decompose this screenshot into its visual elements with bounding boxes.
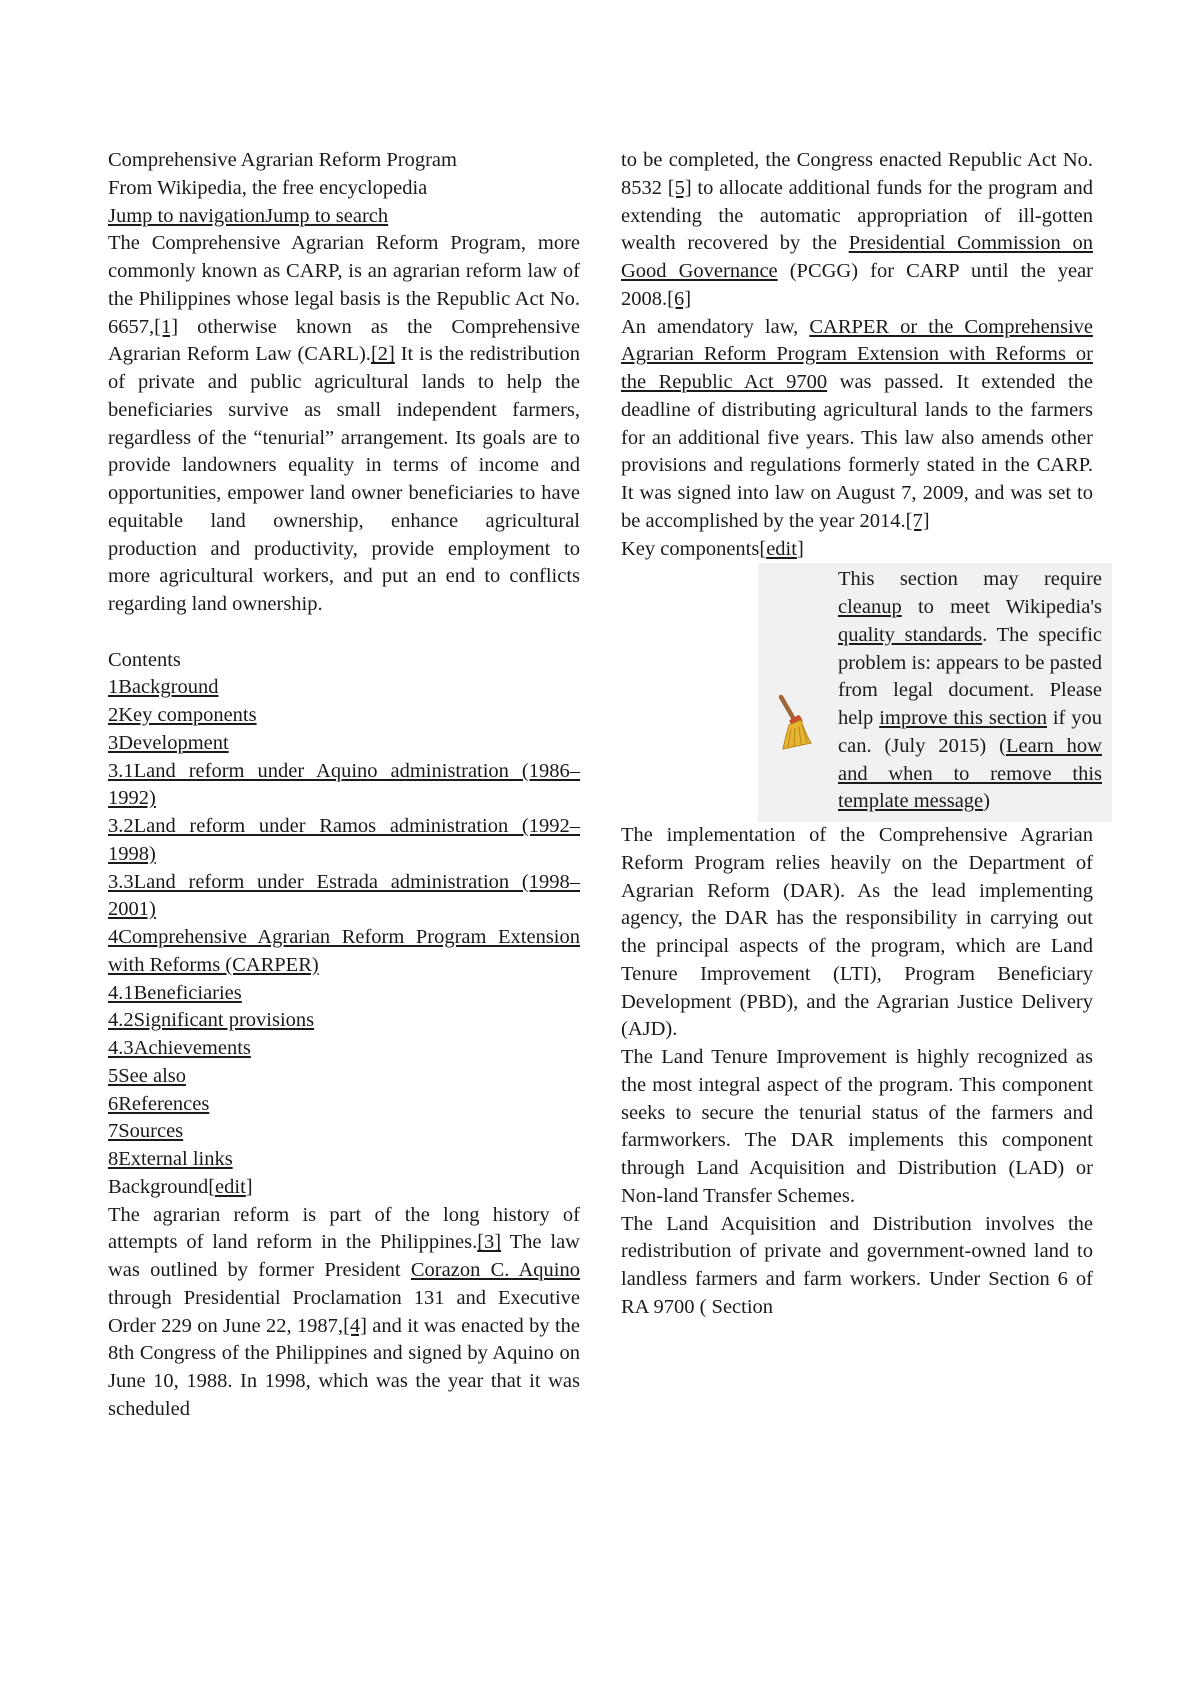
right-column [621,147,1102,1322]
text-run: and it was enacted by the 8th Congress of the Philippines and signed by Aquino on June 10, 1988. In 1998, which was the year that it was scheduled [108,1314,580,1420]
intro-paragraph [108,230,580,619]
inline-link[interactable]: [7] [905,509,930,532]
inline-link[interactable]: [4] [343,1314,367,1337]
background-paragraph-continued [621,147,1093,314]
toc-item-development[interactable]: 3Development [108,731,229,754]
section-heading-key-components: Key components[edit] [621,537,804,560]
toc-item-aquino-administration[interactable]: 3.1Land reform under Aquino administration (1986–1992) [108,759,580,810]
inline-link[interactable]: [2] [370,343,395,366]
cleanup-notice-text [838,566,1102,816]
text-run: . The specific problem is: appears to be pasted from legal document. Please help [838,623,1102,729]
text-run: to allocate additional funds for the program and extending the automatic appropriation of ill-gotten wealth recovered by the [621,176,1093,255]
section-heading-background: Background[edit] [108,1175,253,1198]
cleanup-notice-box [758,563,1112,822]
text-run: The law was outlined by former President [108,1231,580,1281]
inline-link[interactable]: [3] [477,1231,502,1254]
toc-item-estrada-administration[interactable]: 3.3Land reform under Estrada administration (1998–2001) [108,870,580,921]
jump-to-search-link[interactable]: Jump to search [265,204,389,227]
page-title: Comprehensive Agrarian Reform Program [108,149,457,171]
text-run: It is the redistribution of private and public agricultural lands to help the beneficiaries survive as small independent farmers, regardless of the “tenurial” arrangement. Its goals are to provide landowners equality in terms of income and opportunities, empower land owner beneficiaries to have equitable land ownership, enhance agricultural production and productivity, provide employment to more agricultural workers, and put an end to conflicts regarding land ownership. [108,343,580,615]
left-column [108,147,580,1424]
background-paragraph [108,1202,580,1424]
toc-item-significant-provisions[interactable]: 4.2Significant provisions [108,1009,315,1032]
section-heading-text: Key components [621,537,760,560]
inline-link[interactable]: [1] [154,315,179,338]
text-run: otherwise known as the Comprehensive Agrarian Reform Law (CARL). [108,315,580,366]
text-run: (PCGG) for CARP until the year 2008. [621,260,1093,310]
text-run: if you can. (July 2015) ( [838,707,1102,757]
text-run: to be completed, the Congress enacted Republic Act No. 8532 [621,149,1093,199]
text-run: through Presidential Proclamation 131 and Executive Order 229 on June 22, 1987, [108,1286,580,1337]
inline-link[interactable]: cleanup [838,596,902,618]
inline-link[interactable]: quality standards [838,623,983,646]
edit-link-background[interactable]: edit [215,1175,246,1198]
text-run: The Land Acquisition and Distribution involves the redistribution of private and government-owned land to landless farmers and farm workers. Under Section 6 of RA 9700 ( Section [621,1212,1093,1318]
broom-icon [775,693,815,751]
text-run: to meet Wikipedia's [901,596,1102,618]
toc-item-beneficiaries[interactable]: 4.1Beneficiaries [108,981,242,1004]
jump-to-navigation-link[interactable]: Jump to navigation [108,204,266,227]
edit-link-key-components[interactable]: edit [766,537,797,560]
toc-item-key-components[interactable]: 2Key components [108,704,257,726]
inline-link[interactable]: [6] [667,287,692,310]
inline-link[interactable]: improve this section [879,707,1047,729]
toc-item-see-also[interactable]: 5See also [108,1064,186,1087]
text-run: An amendatory law, [621,315,810,338]
toc-item-achievements[interactable]: 4.3Achievements [108,1037,251,1059]
toc-item-ramos-administration[interactable]: 3.2Land reform under Ramos administration (1992–1998) [108,815,580,865]
inline-link[interactable]: CARPER or the Comprehensive Agrarian Reform Program Extension with Reforms or the Republic Act 9700 [621,315,1093,393]
inline-link[interactable]: [5] [667,176,692,199]
spacer [108,619,580,647]
inline-link[interactable]: Corazon C. Aquino [410,1259,580,1281]
text-run: The Comprehensive Agrarian Reform Program, more commonly known as CARP, is an agrarian reform law of the Philippines whose legal basis is the Republic Act No. 6657, [108,232,580,338]
toc-item-background[interactable]: 1Background [108,676,219,699]
jump-links [108,203,580,231]
text-run: This section may require [838,568,1102,591]
text-run: The agrarian reform is part of the long history of attempts of land reform in the Philippines. [108,1203,580,1254]
text-run: The Land Tenure Improvement is highly recognized as the most integral aspect of the program. This component seeks to secure the tenurial status of the farmers and farmworkers. The DAR implements this component through Land Acquisition and Distribution (LAD) or Non-land Transfer Schemes. [621,1046,1093,1207]
carper-paragraph [621,314,1093,536]
text-run: ) [983,790,990,813]
section-heading-text: Background [108,1175,209,1198]
contents-heading: Contents [108,648,181,671]
text-run: The implementation of the Comprehensive Agrarian Reform Program relies heavily on the Department of Agrarian Reform (DAR). As the lead implementing agency, the DAR has the responsibility in carrying out the principal aspects of the program, which are Land Tenure Improvement (LTI), Program Beneficiary Development (PBD), and the Agrarian Justice Delivery (AJD). [621,824,1093,1041]
table-of-contents [108,674,580,1174]
toc-item-carper[interactable]: 4Comprehensive Agrarian Reform Program Extension with Reforms (CARPER) [108,926,580,976]
toc-item-sources[interactable]: 7Sources [108,1120,184,1143]
toc-item-external-links[interactable]: 8External links [108,1148,233,1170]
land-acquisition-paragraph [621,1211,1093,1322]
page-subtitle: From Wikipedia, the free encyclopedia [108,176,428,199]
inline-link[interactable]: Presidential Commission on Good Governance [621,232,1093,282]
land-tenure-paragraph [621,1044,1093,1211]
text-run: was passed. It extended the deadline of distributing agricultural lands to the farmers for an additional five years. This law also amends other provisions and regulations formerly stated in the CARP. It was signed into law on August 7, 2009, and was set to be accomplished by the year 2014. [621,371,1093,532]
inline-link[interactable]: Learn how and when to remove this template message [838,734,1102,813]
implementation-paragraph [621,822,1093,1044]
toc-item-references[interactable]: 6References [108,1092,210,1115]
